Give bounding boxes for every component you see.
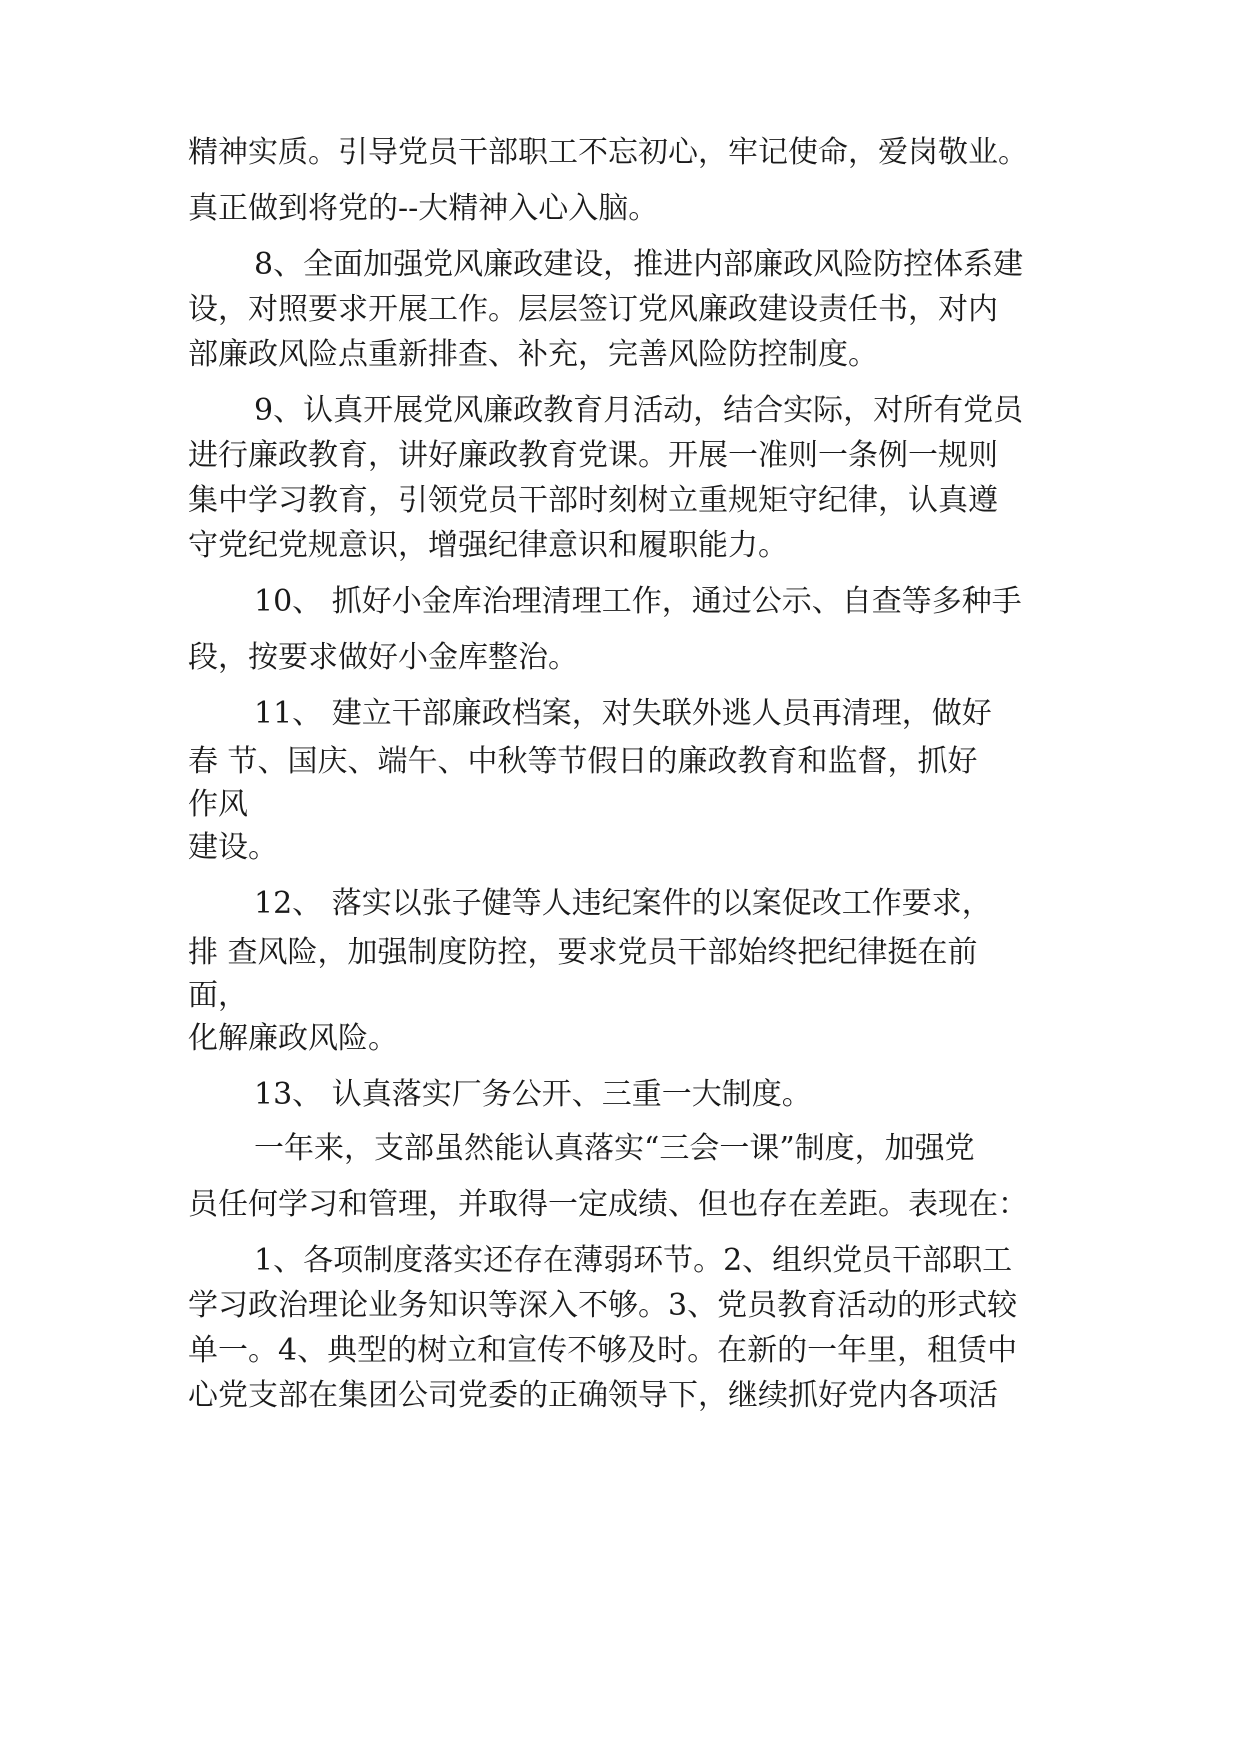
paragraph-13-line: 13、 认真落实厂务公开、三重一大制度。 (254, 1077, 812, 1112)
text-line: 面， (188, 978, 248, 1013)
text-line: 集中学习教育，引领党员干部时刻树立重规矩守纪律，认真遵 (188, 483, 998, 518)
text-line: 建设。 (188, 830, 278, 865)
text-line: 段，按要求做好小金库整治。 (188, 640, 578, 675)
paragraph-10-line: 10、 抓好小金库治理清理工作，通过公示、自查等多种手 (254, 584, 1022, 619)
text-line: 单一。4、典型的树立和宣传不够及时。在新的一年里，租赁中 (188, 1333, 1018, 1368)
text-line: 春 节、国庆、端午、中秋等节假日的廉政教育和监督，抓好 (188, 744, 978, 779)
paragraph-9-line: 9、认真开展党风廉政教育月活动，结合实际，对所有党员 (254, 393, 1024, 428)
text-line: 进行廉政教育，讲好廉政教育党课。开展一准则一条例一规则 (188, 438, 998, 473)
text-line: 心党支部在集团公司党委的正确领导下，继续抓好党内各项活 (188, 1378, 998, 1413)
text-line: 设，对照要求开展工作。层层签订党风廉政建设责任书，对内 (188, 292, 998, 327)
text-line: 部廉政风险点重新排查、补充，完善风险防控制度。 (188, 337, 878, 372)
text-line: 学习政治理论业务知识等深入不够。3、党员教育活动的形式较 (188, 1288, 1018, 1323)
summary-paragraph-line: 一年来，支部虽然能认真落实“三会一课”制度，加强党 (254, 1131, 975, 1166)
text-line: 化解廉政风险。 (188, 1021, 398, 1056)
text-line: 真正做到将党的--大精神入心入脑。 (188, 191, 659, 226)
shortcomings-paragraph-line: 1、各项制度落实还存在薄弱环节。2、组织党员干部职工 (254, 1243, 1013, 1278)
text-line: 排 查风险，加强制度防控，要求党员干部始终把纪律挺在前 (188, 935, 978, 970)
text-line: 精神实质。引导党员干部职工不忘初心，牢记使命，爱岗敬业。 (188, 135, 1028, 170)
text-line: 作风 (188, 787, 248, 822)
text-line: 守党纪党规意识，增强纪律意识和履职能力。 (188, 528, 788, 563)
paragraph-12-line: 12、 落实以张子健等人违纪案件的以案促改工作要求， (254, 886, 992, 921)
paragraph-11-line: 11、 建立干部廉政档案，对失联外逃人员再清理，做好 (254, 696, 992, 731)
paragraph-8-line: 8、全面加强党风廉政建设，推进内部廉政风险防控体系建 (254, 247, 1024, 282)
text-line: 员任何学习和管理，并取得一定成绩、但也存在差距。表现在： (188, 1187, 1028, 1222)
